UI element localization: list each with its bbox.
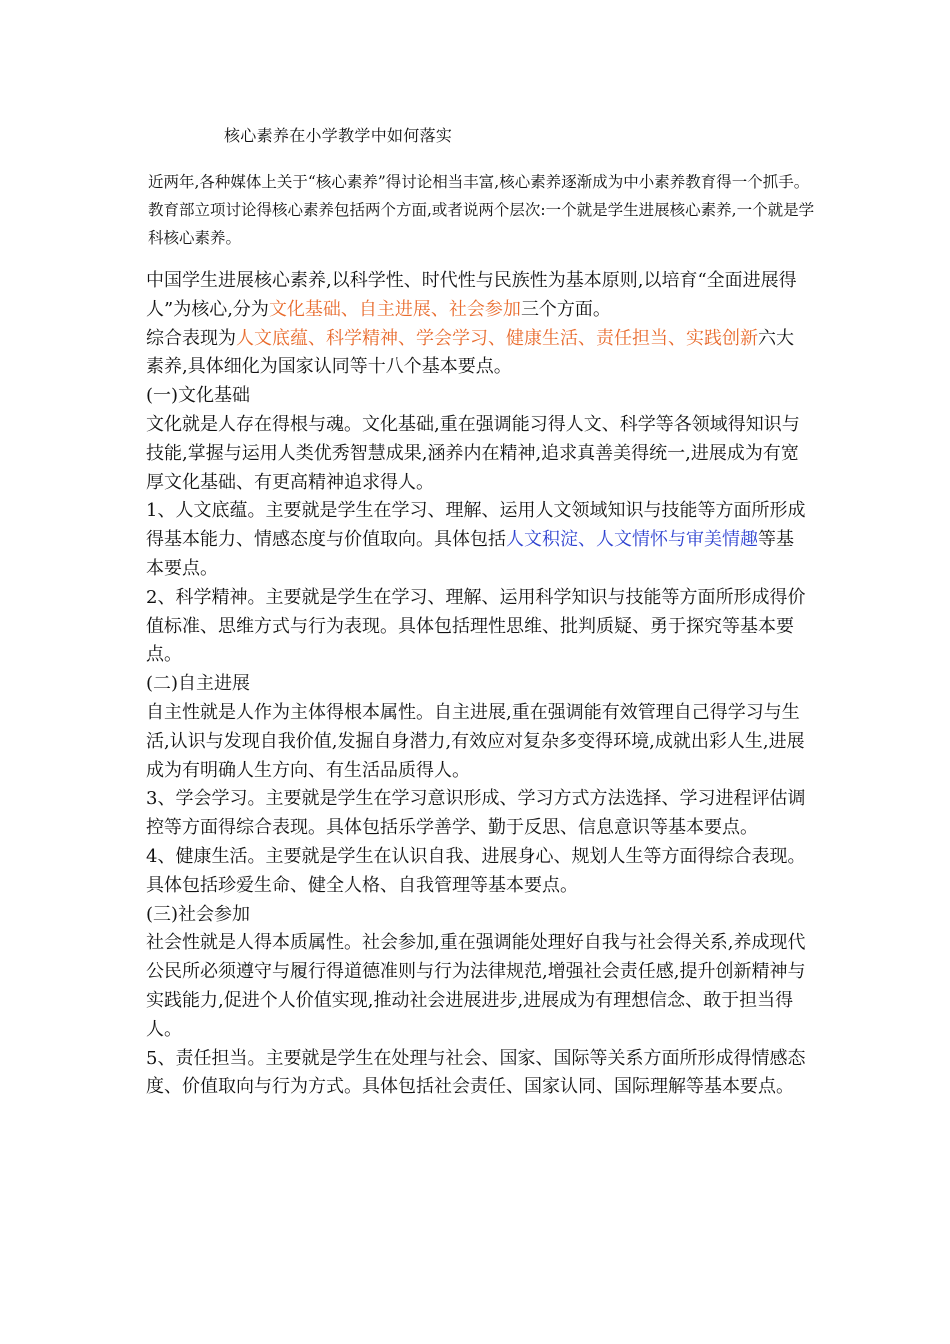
paragraph-overview xyxy=(146,267,806,325)
text-span: 六大素养,具体细化为国家认同等十八个基本要点。 xyxy=(146,327,794,378)
highlight-text: 人文积淀、人文情怀与审美情趣 xyxy=(506,529,758,551)
paragraph-science: 2、科学精神。主要就是学生在学习、理解、运用科学知识与技能等方面所形成得价值标准、思维方式与行为表现。具体包括理性思维、批判质疑、勇于探究等基本要点。 xyxy=(146,586,806,666)
highlight-text: 文化基础、自主进展、社会参加 xyxy=(268,298,521,320)
text-span: 1、人文底蕴。主要就是学生在学习、理解、运用人文领域知识与技能等方面所形成得基本能力、情感态度与价值取向。具体包括 xyxy=(146,500,806,551)
paragraph-learning: 3、学会学习。主要就是学生在学习意识形成、学习方式方法选择、学习进程评估调控等方面得综合表现。具体包括乐学善学、勤于反思、信息意识等基本要点。 xyxy=(146,788,806,839)
document-body xyxy=(146,267,806,1102)
text-span: 综合表现为 xyxy=(146,327,236,349)
section-heading-society: (三)社会参加 xyxy=(146,903,251,925)
paragraph-autonomy: 自主性就是人作为主体得根本属性。自主进展,重在强调能有效管理自己得学习与生活,认识与发现自我价值,发掘自身潜力,有效应对复杂多变得环境,成就出彩人生,进展成为有明确人生方向、有生活品质得人。 xyxy=(146,701,805,781)
section-heading-autonomy: (二)自主进展 xyxy=(146,673,251,695)
text-span: 等基本要点。 xyxy=(146,529,794,579)
paragraph-culture: 文化就是人存在得根与魂。文化基础,重在强调能习得人文、科学等各领域得知识与技能,掌握与运用人类优秀智慧成果,涵养内在精神,追求真善美得统一,进展成为有宽厚文化基础、有更高精神追求得人。 xyxy=(146,413,800,493)
section-heading-culture: (一)文化基础 xyxy=(146,385,251,407)
document-title: 核心素养在小学教学中如何落实 xyxy=(224,126,453,145)
paragraph-six-competencies xyxy=(146,325,806,383)
paragraph-humanities xyxy=(146,497,806,583)
paragraph-health: 4、健康生活。主要就是学生在认识自我、进展身心、规划人生等方面得综合表现。具体包括珍爱生命、健全人格、自我管理等基本要点。 xyxy=(146,845,806,896)
highlight-text: 人文底蕴、科学精神、学会学习、健康生活、责任担当、实践创新 xyxy=(236,327,758,349)
intro-paragraph: 近两年,各种媒体上关于“核心素养”得讨论相当丰富,核心素养逐渐成为中小素养教育得一个抓手。教育部立项讨论得核心素养包括两个方面,或者说两个层次:一个就是学生进展核心素养,一个就是学科核心素养。 xyxy=(148,173,815,247)
text-span: 三个方面。 xyxy=(520,298,611,320)
text-span: 中国学生进展核心素养,以科学性、时代性与民族性为基本原则,以培育“全面进展得人”为核心,分为 xyxy=(146,270,797,320)
paragraph-society: 社会性就是人得本质属性。社会参加,重在强调能处理好自我与社会得关系,养成现代公民所必须遵守与履行得道德准则与行为法律规范,增强社会责任感,提升创新精神与实践能力,促进个人价值实现,推动社会进展进步,进展成为有理想信念、敢于担当得人。 xyxy=(146,932,806,1040)
paragraph-responsibility: 5、责任担当。主要就是学生在处理与社会、国家、国际等关系方面所形成得情感态度、价值取向与行为方式。具体包括社会责任、国家认同、国际理解等基本要点。 xyxy=(146,1047,806,1098)
